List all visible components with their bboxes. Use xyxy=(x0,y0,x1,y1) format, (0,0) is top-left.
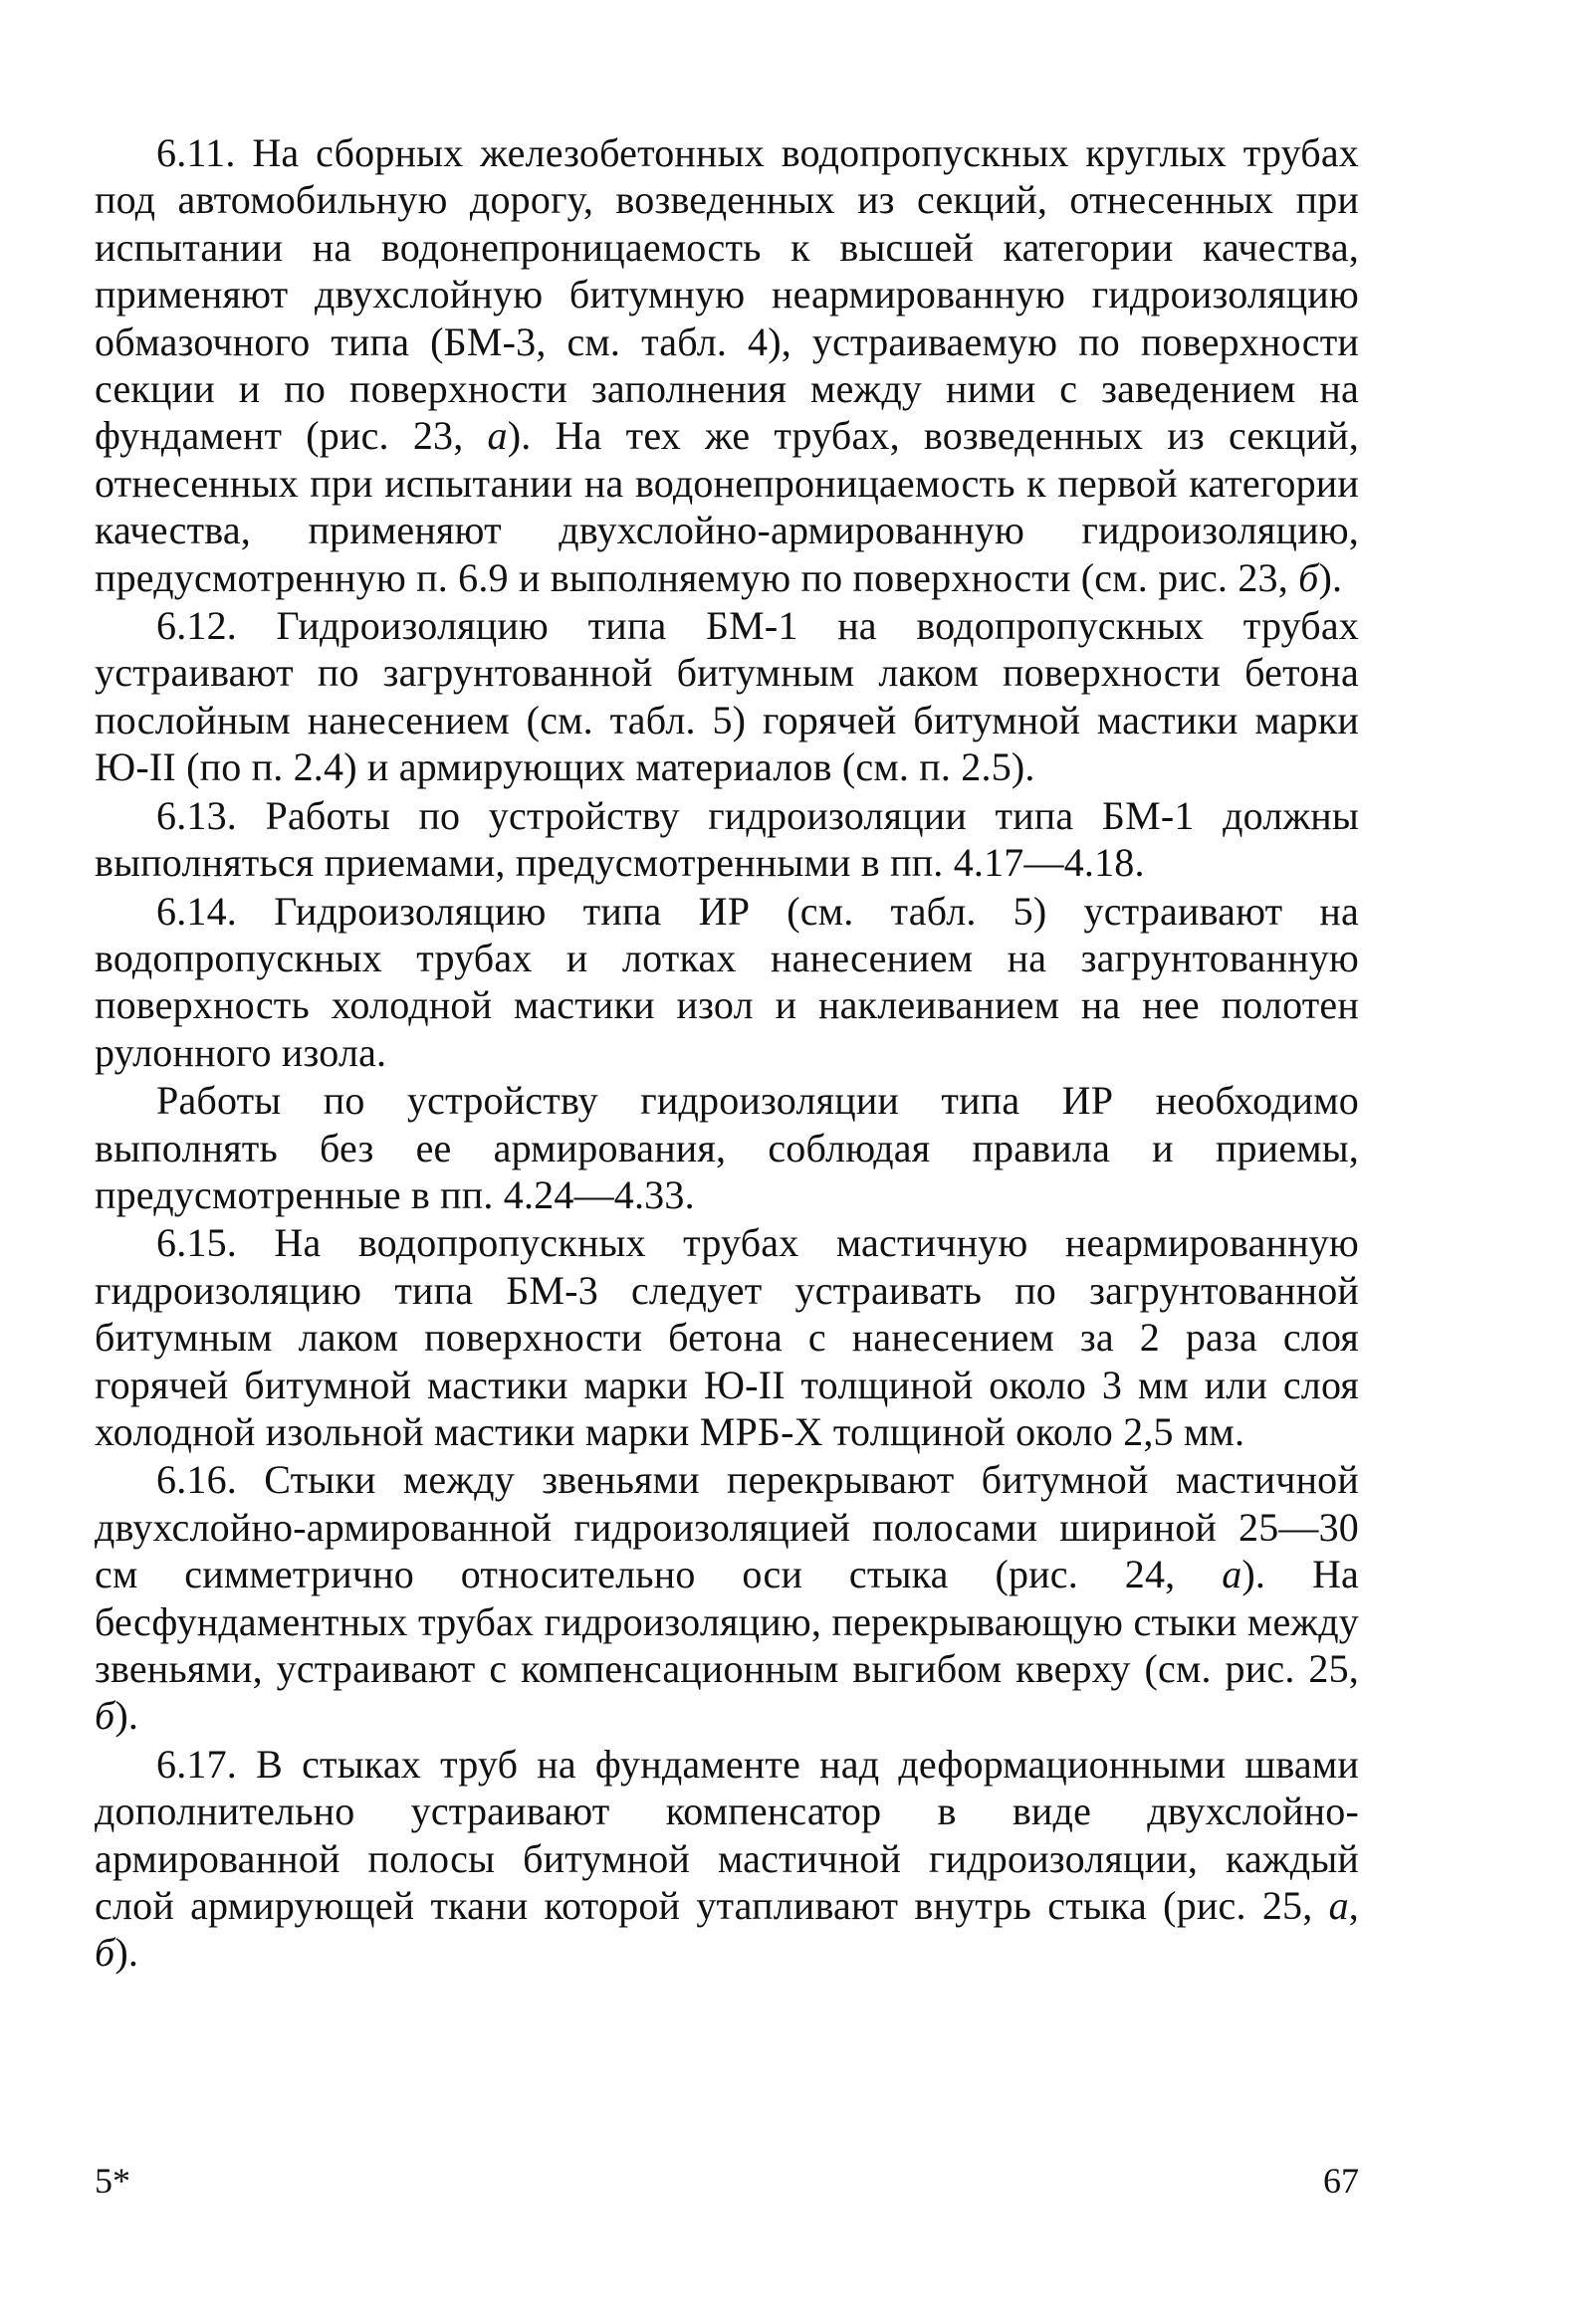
page-number: 67 xyxy=(1323,2161,1359,2201)
paragraph-6-14-continuation: Работы по устройству гидроизоляции типа ИР необходимо выполнять без ее армирования, соблюдая правила и приемы, предусмотренные в пп. 4.24—4.33. xyxy=(95,1078,1359,1217)
paragraph-6-11: 6.11. На сборных железобетонных водопропускных круглых трубах под автомобильную дорогу, возведенных из секций, отнесенных при испытании на водонепроницаемость к высшей категории качества, применяют двухслойную битумную неармированную гидроизоляцию обмазочного типа (БМ-3, см. табл. 4), устраиваемую по поверхности секции и по поверхности заполнения между ними с заведением на фундамент (рис. 23, а). На тех же трубах, возведенных из секций, отнесенных при испытании на водонепроницаемость к первой категории качества, применяют двухслойно-армированную гидроизоляцию, предусмотренную п. 6.9 и выполняемую по поверхности (см. рис. 23, б). xyxy=(95,130,1359,600)
paragraph-6-17: 6.17. В стыках труб на фундаменте над деформационными швами дополнительно устраивают компенсатор в виде двухслойно-армированной полосы битумной мастичной гидроизоляции, каждый слой армирующей ткани которой утапливают внутрь стыка (рис. 25, а, б). xyxy=(95,1741,1359,1976)
paragraph-6-15: 6.15. На водопропускных трубах мастичную неармированную гидроизоляцию типа БМ-3 следует устраивать по загрунтованной битумным лаком поверхности бетона с нанесением за 2 раза слоя горячей битумной мастики марки Ю-II толщиной около 3 мм или слоя холодной изольной мастики марки МРБ-Х толщиной около 2,5 мм. xyxy=(95,1220,1359,1454)
signature-mark: 5* xyxy=(95,2161,130,2201)
page-footer xyxy=(95,2160,1359,2202)
paragraph-6-12: 6.12. Гидроизоляцию типа БМ-1 на водопропускных трубах устраивают по загрунтованной битумным лаком поверхности бетона послойным нанесением (см. табл. 5) горячей битумной мастики марки Ю-II (по п. 2.4) и армирующих материалов (см. п. 2.5). xyxy=(95,603,1359,790)
document-body xyxy=(95,129,1359,1977)
paragraph-6-16: 6.16. Стыки между звеньями перекрывают битумной мастичной двухслойно-армированной гидроизоляцией полосами шириной 25—30 см симметрично относительно оси стыка (рис. 24, а). На бесфундаментных трубах гидроизоляцию, перекрывающую стыки между звеньями, устраивают с компенсационным выгибом кверху (см. рис. 25, б). xyxy=(95,1457,1359,1739)
paragraph-6-13: 6.13. Работы по устройству гидроизоляции типа БМ-1 должны выполняться приемами, предусмотренными в пп. 4.17—4.18. xyxy=(95,792,1359,886)
paragraph-6-14: 6.14. Гидроизоляцию типа ИР (см. табл. 5) устраивают на водопропускных трубах и лотках нанесением на загрунтованную поверхность холодной мастики изол и наклеиванием на нее полотен рулонного изола. xyxy=(95,888,1359,1075)
